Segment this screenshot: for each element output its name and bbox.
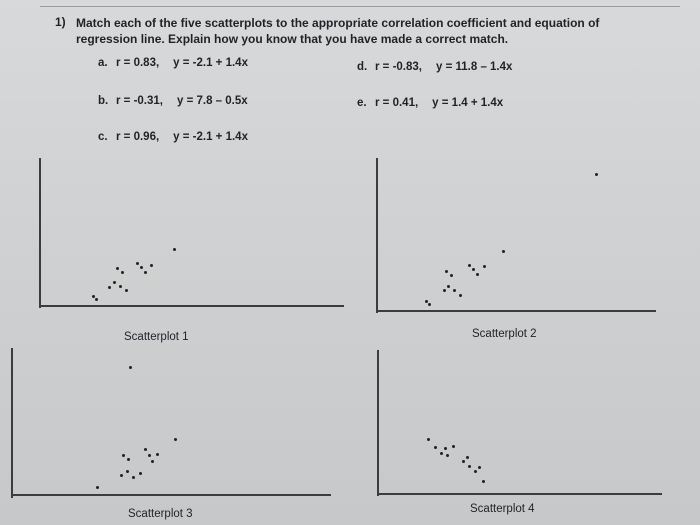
data-point — [466, 456, 469, 459]
scatterplot-4 — [374, 350, 664, 496]
choice-equation: y = 7.8 – 0.5x — [177, 95, 248, 107]
data-point — [116, 267, 119, 270]
data-point — [150, 264, 153, 267]
data-point — [144, 448, 147, 451]
data-point — [120, 474, 123, 477]
choice-r: r = -0.83, — [375, 61, 422, 73]
scatterplot-1 — [36, 158, 346, 308]
data-point — [96, 486, 99, 489]
x-axis — [39, 305, 344, 307]
data-point — [445, 270, 448, 273]
data-point — [440, 452, 443, 455]
choice-equation: y = -2.1 + 1.4x — [173, 131, 248, 143]
choice-d — [357, 61, 512, 73]
question-text — [76, 15, 636, 47]
data-point — [121, 271, 124, 274]
scatterplot-4-label: Scatterplot 4 — [470, 503, 535, 515]
choice-e — [357, 97, 503, 109]
data-point — [119, 285, 122, 288]
choice-letter: e. — [357, 97, 367, 109]
data-point — [108, 286, 111, 289]
data-point — [468, 264, 471, 267]
data-point — [156, 453, 159, 456]
data-point — [453, 289, 456, 292]
data-point — [122, 454, 125, 457]
data-point — [472, 268, 475, 271]
data-point — [125, 289, 128, 292]
choice-equation: y = 11.8 – 1.4x — [436, 61, 513, 73]
y-axis — [11, 348, 13, 498]
data-point — [482, 480, 485, 483]
data-point — [126, 470, 129, 473]
data-point — [139, 472, 142, 475]
data-point — [127, 458, 130, 461]
data-point — [474, 470, 477, 473]
top-rule — [40, 6, 680, 7]
data-point — [95, 298, 98, 301]
choice-letter: c. — [98, 131, 108, 143]
data-point — [476, 273, 479, 276]
data-point — [446, 454, 449, 457]
data-point — [113, 281, 116, 284]
data-point — [434, 446, 437, 449]
choice-a — [98, 57, 248, 69]
choice-letter: a. — [98, 57, 108, 69]
choice-c — [98, 131, 248, 143]
data-point — [595, 173, 598, 176]
data-point — [459, 294, 462, 297]
y-axis — [376, 158, 378, 313]
choice-equation: y = -2.1 + 1.4x — [173, 57, 248, 69]
x-axis — [376, 310, 656, 312]
question-line-2: regression line. Explain how you know that you have made a correct match. — [76, 32, 509, 46]
scatterplot-3 — [8, 348, 333, 498]
choice-b — [98, 95, 248, 107]
y-axis — [39, 158, 41, 308]
data-point — [140, 266, 143, 269]
data-point — [428, 303, 431, 306]
data-point — [444, 447, 447, 450]
x-axis — [377, 493, 662, 495]
data-point — [144, 271, 147, 274]
y-axis — [377, 350, 379, 496]
data-point — [447, 285, 450, 288]
choice-r: r = 0.83, — [116, 57, 160, 69]
data-point — [483, 265, 486, 268]
data-point — [443, 289, 446, 292]
choice-letter: d. — [357, 61, 368, 73]
data-point — [148, 454, 151, 457]
data-point — [174, 438, 177, 441]
scatterplot-3-label: Scatterplot 3 — [128, 508, 193, 520]
scatterplot-2-label: Scatterplot 2 — [472, 328, 537, 340]
data-point — [450, 274, 453, 277]
data-point — [478, 466, 481, 469]
data-point — [132, 476, 135, 479]
x-axis — [11, 494, 331, 496]
data-point — [151, 460, 154, 463]
choice-r: r = 0.41, — [375, 97, 419, 109]
scatterplot-1-label: Scatterplot 1 — [124, 331, 189, 343]
data-point — [129, 366, 132, 369]
choice-letter: b. — [98, 95, 109, 107]
choice-equation: y = 1.4 + 1.4x — [432, 97, 504, 109]
data-point — [173, 248, 176, 251]
data-point — [136, 262, 139, 265]
question-number: 1) — [55, 15, 66, 29]
data-point — [452, 445, 455, 448]
data-point — [462, 460, 465, 463]
choice-r: r = -0.31, — [116, 95, 163, 107]
question-line-1: Match each of the five scatterplots to the appropriate correlation coefficient and equation of — [76, 16, 600, 30]
data-point — [502, 250, 505, 253]
scatterplot-2 — [373, 158, 658, 313]
data-point — [468, 465, 471, 468]
data-point — [427, 438, 430, 441]
choice-r: r = 0.96, — [116, 131, 160, 143]
